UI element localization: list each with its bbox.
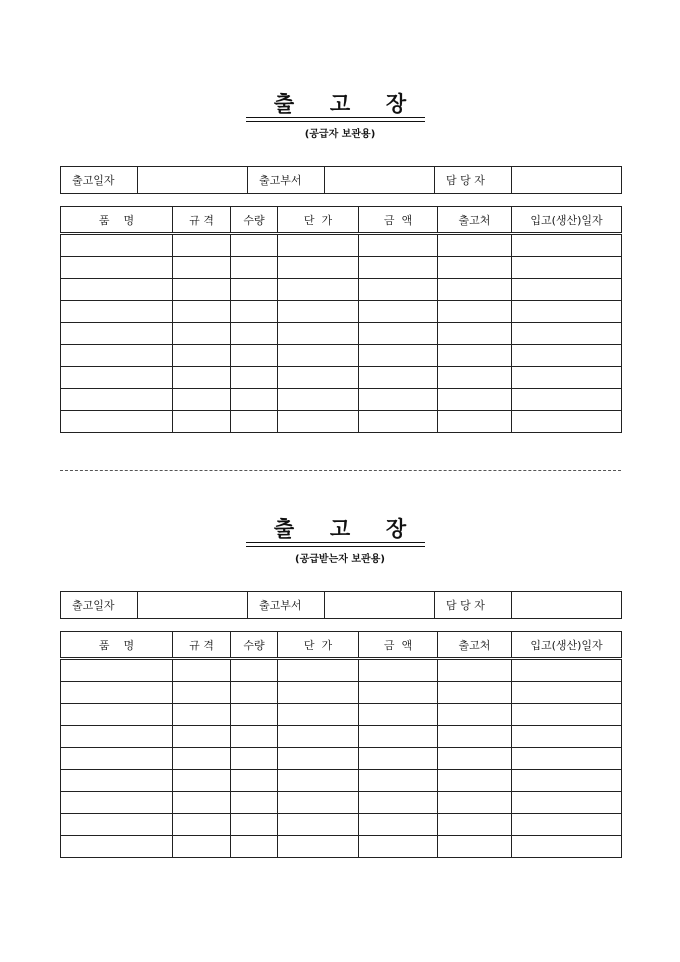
table-cell[interactable]: [438, 301, 512, 323]
form2-title: [0, 513, 680, 543]
table-cell[interactable]: [359, 814, 438, 836]
table-cell[interactable]: [173, 682, 231, 704]
table-cell[interactable]: [173, 301, 231, 323]
table-cell[interactable]: [231, 257, 278, 279]
table-cell[interactable]: [278, 411, 359, 433]
form1-col-qty: 수량: [231, 207, 278, 234]
form2-dept-field[interactable]: [325, 592, 435, 619]
table-row: [61, 770, 622, 792]
form2-col-spec: 규 격: [173, 632, 231, 659]
table-row: [61, 726, 622, 748]
table-cell[interactable]: [173, 836, 231, 858]
form2-col-item-name: 품 명: [61, 632, 173, 659]
table-cell[interactable]: [512, 726, 622, 748]
table-cell[interactable]: [438, 279, 512, 301]
table-cell[interactable]: [231, 792, 278, 814]
table-cell[interactable]: [61, 367, 173, 389]
table-row: [61, 682, 622, 704]
form2-subtitle: (공급받는자 보관용): [295, 554, 385, 565]
table-cell[interactable]: [512, 323, 622, 345]
table-cell[interactable]: [173, 659, 231, 682]
table-cell[interactable]: [173, 367, 231, 389]
table-cell[interactable]: [61, 389, 173, 411]
table-cell[interactable]: [512, 748, 622, 770]
table-cell[interactable]: [438, 389, 512, 411]
table-cell[interactable]: [438, 323, 512, 345]
table-cell[interactable]: [512, 682, 622, 704]
table-row: [61, 411, 622, 433]
table-cell[interactable]: [231, 704, 278, 726]
table-cell[interactable]: [359, 682, 438, 704]
table-cell[interactable]: [231, 279, 278, 301]
table-cell[interactable]: [61, 234, 173, 257]
table-cell[interactable]: [61, 836, 173, 858]
table-cell[interactable]: [512, 301, 622, 323]
form1-col-receipt-date: 입고(생산)일자: [512, 207, 622, 234]
table-cell[interactable]: [438, 748, 512, 770]
table-cell[interactable]: [173, 770, 231, 792]
table-cell[interactable]: [278, 257, 359, 279]
form2-items-table: [60, 631, 622, 858]
table-cell[interactable]: [61, 301, 173, 323]
table-cell[interactable]: [278, 770, 359, 792]
table-cell[interactable]: [359, 748, 438, 770]
form1-col-spec: 규 격: [173, 207, 231, 234]
form2-title-char-2: 고: [329, 516, 351, 541]
table-cell[interactable]: [359, 345, 438, 367]
table-cell[interactable]: [61, 814, 173, 836]
form1-title-char-1: 출: [273, 91, 295, 116]
form2-title-char-3: 장: [385, 516, 407, 541]
table-cell[interactable]: [231, 345, 278, 367]
table-cell[interactable]: [173, 726, 231, 748]
table-cell[interactable]: [278, 659, 359, 682]
table-cell[interactable]: [359, 659, 438, 682]
form1-title-char-2: 고: [329, 91, 351, 116]
table-row: [61, 704, 622, 726]
table-cell[interactable]: [512, 770, 622, 792]
table-cell[interactable]: [359, 389, 438, 411]
form2-col-qty: 수량: [231, 632, 278, 659]
form1-manager-field[interactable]: [512, 167, 622, 194]
table-cell[interactable]: [512, 279, 622, 301]
table-cell[interactable]: [231, 814, 278, 836]
table-cell[interactable]: [231, 682, 278, 704]
form2-col-amount: 금 액: [359, 632, 438, 659]
table-row: [61, 836, 622, 858]
table-cell[interactable]: [231, 748, 278, 770]
form2-col-unit-price: 단 가: [278, 632, 359, 659]
table-cell[interactable]: [278, 345, 359, 367]
table-cell[interactable]: [512, 389, 622, 411]
table-cell[interactable]: [61, 682, 173, 704]
table-cell[interactable]: [173, 389, 231, 411]
table-cell[interactable]: [278, 682, 359, 704]
table-cell[interactable]: [359, 234, 438, 257]
table-cell[interactable]: [359, 411, 438, 433]
form1-col-amount: 금 액: [359, 207, 438, 234]
form1-manager-label: 담 당 자: [435, 167, 512, 194]
form1-items-table: [60, 206, 622, 433]
table-cell[interactable]: [61, 345, 173, 367]
form1-date-field[interactable]: [138, 167, 248, 194]
table-row: [61, 748, 622, 770]
form1-title-underline: [246, 117, 425, 122]
form2-title-underline: [246, 542, 425, 547]
table-cell[interactable]: [231, 770, 278, 792]
table-cell[interactable]: [231, 659, 278, 682]
form1-title-char-3: 장: [385, 91, 407, 116]
table-cell[interactable]: [278, 234, 359, 257]
table-cell[interactable]: [278, 367, 359, 389]
form1-col-item-name: 품 명: [61, 207, 173, 234]
table-row: [61, 301, 622, 323]
table-cell[interactable]: [512, 411, 622, 433]
table-cell[interactable]: [231, 411, 278, 433]
table-cell[interactable]: [278, 836, 359, 858]
table-cell[interactable]: [173, 704, 231, 726]
table-cell[interactable]: [438, 726, 512, 748]
table-cell[interactable]: [173, 814, 231, 836]
table-cell[interactable]: [438, 792, 512, 814]
table-cell[interactable]: [61, 770, 173, 792]
table-cell[interactable]: [173, 345, 231, 367]
table-cell[interactable]: [278, 704, 359, 726]
table-cell[interactable]: [438, 770, 512, 792]
table-cell[interactable]: [231, 389, 278, 411]
form1-col-unit-price: 단 가: [278, 207, 359, 234]
table-cell[interactable]: [61, 257, 173, 279]
form2-col-receipt-date: 입고(생산)일자: [512, 632, 622, 659]
table-cell[interactable]: [359, 367, 438, 389]
table-cell[interactable]: [278, 792, 359, 814]
table-cell[interactable]: [512, 367, 622, 389]
table-row: [61, 323, 622, 345]
table-cell[interactable]: [359, 836, 438, 858]
table-cell[interactable]: [359, 323, 438, 345]
form2-title-char-1: 출: [273, 516, 295, 541]
table-cell[interactable]: [512, 836, 622, 858]
form1-date-label: 출고일자: [61, 167, 138, 194]
form2-manager-label: 담 당 자: [435, 592, 512, 619]
table-cell[interactable]: [173, 257, 231, 279]
form2-col-destination: 출고처: [438, 632, 512, 659]
table-row: [61, 659, 622, 682]
table-cell[interactable]: [438, 234, 512, 257]
table-cell[interactable]: [359, 726, 438, 748]
form1-dept-label: 출고부서: [248, 167, 325, 194]
table-cell[interactable]: [359, 257, 438, 279]
table-row: [61, 814, 622, 836]
table-cell[interactable]: [61, 704, 173, 726]
table-row: [61, 234, 622, 257]
table-cell[interactable]: [61, 411, 173, 433]
table-cell[interactable]: [278, 323, 359, 345]
table-cell[interactable]: [173, 234, 231, 257]
table-cell[interactable]: [61, 659, 173, 682]
table-cell[interactable]: [438, 345, 512, 367]
form2-date-label: 출고일자: [61, 592, 138, 619]
table-cell[interactable]: [61, 323, 173, 345]
table-cell[interactable]: [512, 704, 622, 726]
table-cell[interactable]: [512, 257, 622, 279]
form1-info-table: [60, 166, 622, 194]
table-cell[interactable]: [278, 301, 359, 323]
table-row: [61, 345, 622, 367]
table-row: [61, 279, 622, 301]
table-cell[interactable]: [438, 682, 512, 704]
table-cell[interactable]: [359, 770, 438, 792]
form1-subtitle: (공급자 보관용): [304, 129, 376, 140]
form1-title: [0, 88, 680, 118]
form2-manager-field[interactable]: [512, 592, 622, 619]
form2-date-field[interactable]: [138, 592, 248, 619]
table-cell[interactable]: [231, 234, 278, 257]
table-cell[interactable]: [173, 411, 231, 433]
table-cell[interactable]: [438, 836, 512, 858]
table-cell[interactable]: [61, 726, 173, 748]
table-cell[interactable]: [438, 704, 512, 726]
table-cell[interactable]: [438, 814, 512, 836]
table-cell[interactable]: [173, 279, 231, 301]
table-cell[interactable]: [231, 836, 278, 858]
table-cell[interactable]: [173, 792, 231, 814]
table-cell[interactable]: [359, 704, 438, 726]
table-cell[interactable]: [61, 792, 173, 814]
table-cell[interactable]: [438, 659, 512, 682]
table-row: [61, 257, 622, 279]
table-cell[interactable]: [359, 792, 438, 814]
table-cell[interactable]: [512, 792, 622, 814]
table-cell[interactable]: [438, 367, 512, 389]
table-cell[interactable]: [278, 279, 359, 301]
table-cell[interactable]: [359, 301, 438, 323]
table-cell[interactable]: [512, 345, 622, 367]
table-cell[interactable]: [438, 257, 512, 279]
table-cell[interactable]: [173, 323, 231, 345]
table-cell[interactable]: [512, 814, 622, 836]
table-cell[interactable]: [231, 367, 278, 389]
table-cell[interactable]: [173, 748, 231, 770]
form1-dept-field[interactable]: [325, 167, 435, 194]
table-cell[interactable]: [61, 748, 173, 770]
table-cell[interactable]: [438, 411, 512, 433]
table-row: [61, 367, 622, 389]
table-cell[interactable]: [278, 726, 359, 748]
table-cell[interactable]: [512, 659, 622, 682]
table-cell[interactable]: [278, 748, 359, 770]
cut-line-divider: [60, 470, 621, 471]
table-cell[interactable]: [231, 323, 278, 345]
table-cell[interactable]: [278, 814, 359, 836]
table-row: [61, 792, 622, 814]
table-row: [61, 389, 622, 411]
form2-info-table: [60, 591, 622, 619]
table-cell[interactable]: [231, 301, 278, 323]
table-cell[interactable]: [359, 279, 438, 301]
form2-dept-label: 출고부서: [248, 592, 325, 619]
table-cell[interactable]: [231, 726, 278, 748]
table-cell[interactable]: [61, 279, 173, 301]
form1-col-destination: 출고처: [438, 207, 512, 234]
table-cell[interactable]: [278, 389, 359, 411]
table-cell[interactable]: [512, 234, 622, 257]
